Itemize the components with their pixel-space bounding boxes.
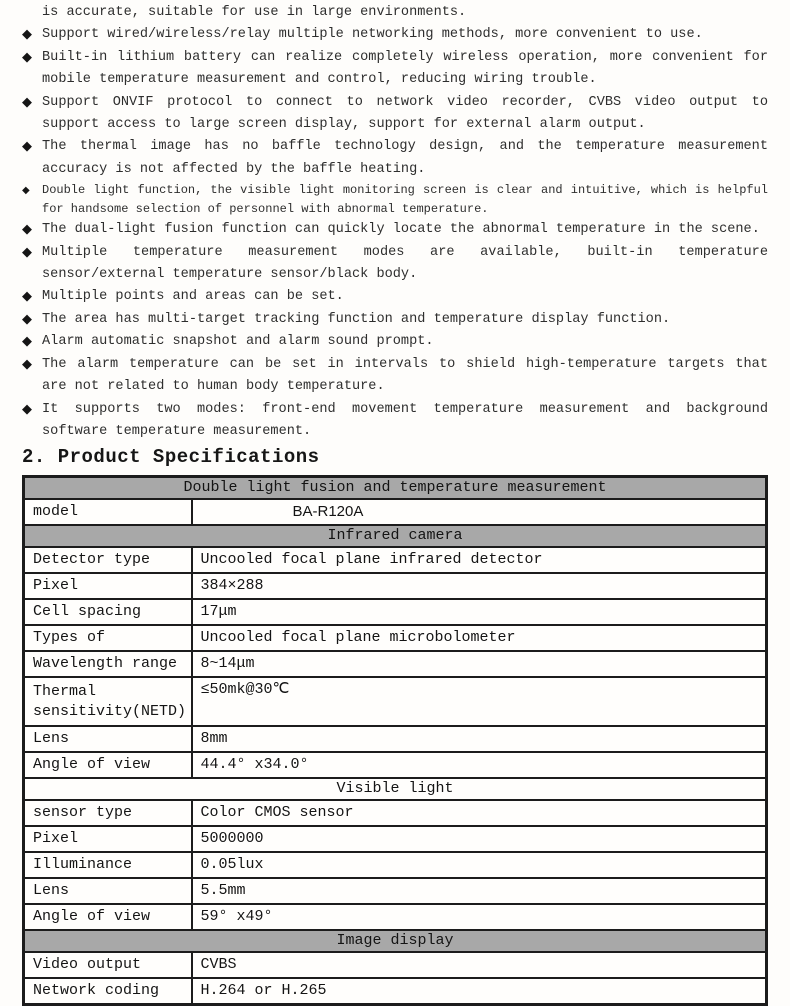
spec-row-lens-vl [24, 878, 767, 904]
feature-item [22, 136, 768, 181]
spec-row-angle-of-view-vl [24, 904, 767, 930]
feature-text: The alarm temperature can be set in intervals to shield high-temperature targets that are not related to human body temperature. [42, 356, 768, 395]
spec-value: H.264 or H.265 [192, 978, 767, 1005]
spec-row-illuminance [24, 852, 767, 878]
feature-text: It supports two modes: front-end movement temperature measurement and background software temperature measurement. [42, 401, 768, 439]
feature-text: The area has multi-target tracking function and temperature display function. [42, 311, 671, 327]
feature-list [22, 2, 768, 443]
spec-row-video-output [24, 952, 767, 978]
feature-item [22, 354, 768, 399]
feature-item [22, 331, 768, 353]
spec-row-sensor-type [24, 800, 767, 826]
section-row-image-display [24, 930, 767, 952]
spec-label: Lens [24, 726, 192, 752]
spec-label: Cell spacing [24, 599, 192, 625]
spec-label: Network coding [24, 978, 192, 1005]
spec-value: 0.05lux [192, 852, 767, 878]
feature-item [22, 92, 768, 137]
spec-row-pixel-vl [24, 826, 767, 852]
diamond-bullet-icon: ◆ [22, 139, 32, 155]
spec-value: Uncooled focal plane microbolometer [192, 625, 767, 651]
spec-label: Angle of view [24, 752, 192, 778]
diamond-bullet-icon: ◆ [22, 222, 32, 238]
feature-text: Alarm automatic snapshot and alarm sound prompt. [42, 334, 434, 350]
section-title: Image display [24, 930, 767, 952]
spec-label: Types of [24, 625, 192, 651]
spec-row-lens-ir [24, 726, 767, 752]
feature-continuation-line [22, 2, 768, 24]
spec-label: Thermal sensitivity(NETD) [24, 677, 192, 726]
section-row-visible-light [24, 778, 767, 800]
section-heading: 2. Product Specifications [22, 446, 320, 469]
feature-text: Double light function, the visible light monitoring screen is clear and intuitive, which is helpful for handsome selection of personnel with abnormal temperature. [42, 183, 768, 217]
feature-item [22, 309, 768, 331]
spec-label: Wavelength range [24, 651, 192, 677]
spec-value: 384×288 [192, 573, 767, 599]
spec-row-angle-of-view-ir [24, 752, 767, 778]
table-title-row [24, 477, 767, 500]
feature-text: Built-in lithium battery can realize completely wireless operation, more convenient for mobile temperature measurement and control, reducing wiring trouble. [42, 49, 768, 88]
spec-label: Lens [24, 878, 192, 904]
spec-value: 44.4° x34.0° [192, 752, 767, 778]
feature-text: Support ONVIF protocol to connect to network video recorder, CVBS video output to support access to large screen display, support for external alarm output. [42, 94, 768, 133]
spec-value: ≤50mk@30℃ [192, 677, 767, 726]
spec-row-wavelength-range [24, 651, 767, 677]
spec-value: Color CMOS sensor [192, 800, 767, 826]
feature-item [22, 24, 768, 46]
diamond-bullet-icon: ◆ [22, 334, 32, 350]
spec-value: 5000000 [192, 826, 767, 852]
feature-text: The thermal image has no baffle technology design, and the temperature measurement accuracy is not affected by the baffle heating. [42, 139, 768, 177]
spec-row-types-of [24, 625, 767, 651]
spec-label: Angle of view [24, 904, 192, 930]
diamond-bullet-icon: ◆ [22, 49, 32, 65]
spec-label: Illuminance [24, 852, 192, 878]
spec-label: sensor type [24, 800, 192, 826]
diamond-bullet-icon: ◆ [22, 401, 32, 417]
spec-row-network-coding [24, 978, 767, 1005]
section-title: Visible light [24, 778, 767, 800]
feature-item [22, 286, 768, 308]
section-title: Infrared camera [24, 525, 767, 547]
feature-text: The dual-light fusion function can quickly locate the abnormal temperature in the scene. [42, 222, 760, 238]
spec-value: 8~14μm [192, 651, 767, 677]
spec-row-cell-spacing [24, 599, 767, 625]
feature-item [22, 47, 768, 92]
spec-value: BA-R120A [192, 499, 767, 525]
spec-row-detector-type [24, 547, 767, 573]
diamond-bullet-icon: ◆ [22, 27, 32, 43]
spec-value: Uncooled focal plane infrared detector [192, 547, 767, 573]
diamond-bullet-icon: ◆ [22, 289, 32, 305]
spec-label: model [24, 499, 192, 525]
table-title: Double light fusion and temperature measurement [24, 477, 767, 500]
spec-row-model [24, 499, 767, 525]
spec-label: Detector type [24, 547, 192, 573]
diamond-bullet-icon: ◆ [22, 94, 32, 110]
spec-value: 59° x49° [192, 904, 767, 930]
diamond-bullet-icon: ◆ [22, 311, 32, 327]
spec-row-pixel-ir [24, 573, 767, 599]
section-row-infrared-camera [24, 525, 767, 547]
spec-row-thermal-sensitivity [24, 677, 767, 726]
feature-text: Multiple points and areas can be set. [42, 289, 344, 305]
spec-value: CVBS [192, 952, 767, 978]
feature-text: Multiple temperature measurement modes are available, built-in temperature sensor/external temperature sensor/black body. [42, 244, 768, 283]
feature-item [22, 219, 768, 241]
diamond-bullet-icon: ◆ [22, 244, 32, 260]
spec-table [22, 475, 768, 1006]
feature-text: is accurate, suitable for use in large environments. [42, 5, 467, 20]
feature-item [22, 399, 768, 444]
spec-value: 5.5mm [192, 878, 767, 904]
spec-value: 17μm [192, 599, 767, 625]
feature-item [22, 181, 768, 219]
spec-label: Video output [24, 952, 192, 978]
spec-label: Pixel [24, 826, 192, 852]
feature-item [22, 242, 768, 287]
diamond-bullet-icon: ◆ [22, 356, 32, 372]
diamond-bullet-icon: ◆ [22, 185, 30, 197]
spec-label: Pixel [24, 573, 192, 599]
spec-value: 8mm [192, 726, 767, 752]
feature-text: Support wired/wireless/relay multiple networking methods, more convenient to use. [42, 27, 703, 43]
